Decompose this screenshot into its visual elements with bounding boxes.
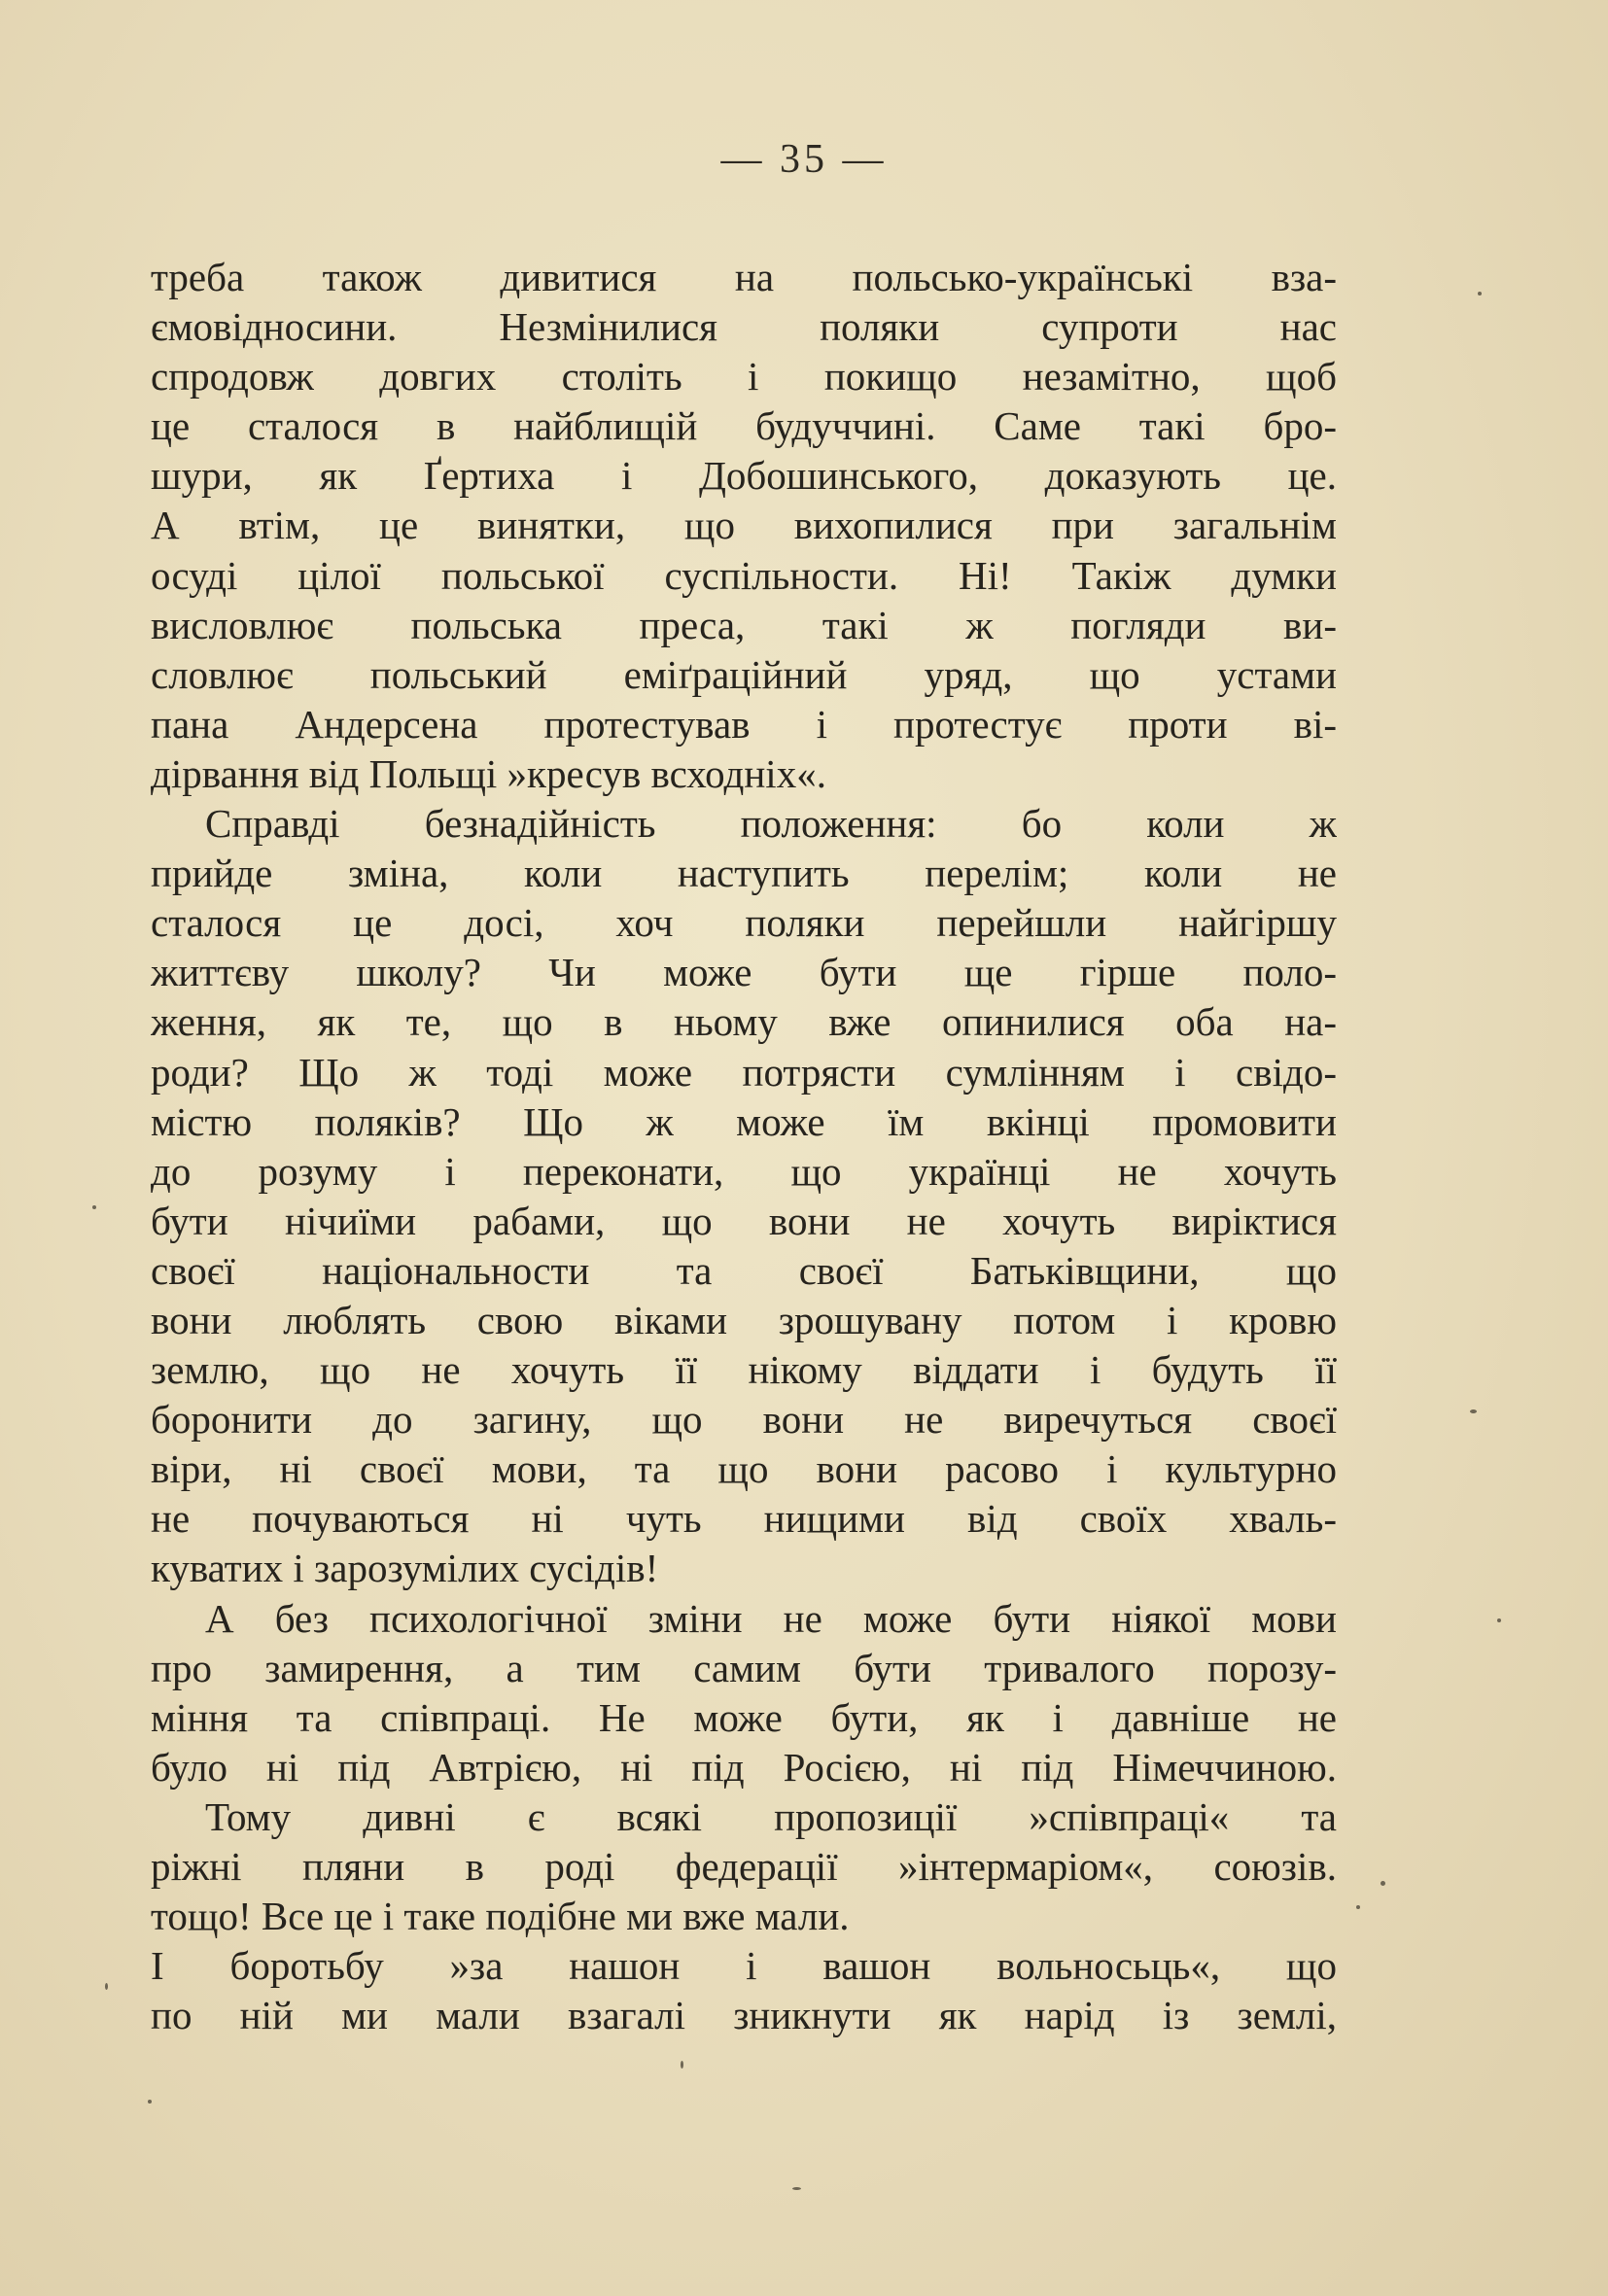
text-line: містю поляків? Що ж може їм вкінці промовити xyxy=(151,1098,1337,1144)
text-line: не почуваються ні чуть нищими від своїх хваль- xyxy=(151,1496,1337,1542)
paper-speck xyxy=(1381,1881,1385,1886)
paper-speck xyxy=(792,2187,801,2190)
text-line: до розуму і переконати, що українці не хочуть xyxy=(151,1148,1337,1194)
text-line: ємовідносини. Незмінилися поляки супроти нас xyxy=(151,304,1337,350)
paper-speck xyxy=(1356,1905,1360,1909)
text-line: життєву школу? Чи може бути ще гірше поло- xyxy=(151,950,1337,995)
text-line: шури, як Ґертиха і Добошинського, доказують це. xyxy=(151,453,1337,499)
paper-speck xyxy=(1470,1409,1477,1413)
paper-speck xyxy=(681,2061,683,2069)
page-number: — 35 — xyxy=(720,137,888,182)
text-line: пана Андерсена протестував і протестує проти ві- xyxy=(151,701,1337,747)
text-line: висловлює польська преса, такі ж погляди ви- xyxy=(151,602,1337,647)
text-line: І боротьбу »за нашон і вашон вольносьць«, що xyxy=(151,1943,1337,1989)
text-line: ріжні пляни в роді федерації »інтермаріом«, союзів. xyxy=(151,1844,1337,1889)
text-line: тощо! Все це і таке подібне ми вже мали. xyxy=(151,1894,850,1939)
text-line: бути нічиїми рабами, що вони не хочуть виріктися xyxy=(151,1198,1337,1243)
text-line: про замирення, а тим самим бути тривалого порозу- xyxy=(151,1645,1337,1690)
text-line: сталося це досі, хоч поляки перейшли найгіршу xyxy=(151,900,1337,946)
text-line: словлює польський еміґраційний уряд, що устами xyxy=(151,651,1337,697)
paper-speck xyxy=(1478,292,1482,296)
text-line: це сталося в найблищій будуччині. Саме такі бро- xyxy=(151,403,1337,449)
text-line: ження, як те, що в ньому вже опинилися оба на- xyxy=(151,999,1337,1045)
text-line: по ній ми мали взагалі зникнути як нарід із землі, xyxy=(151,1993,1337,2038)
paper-speck xyxy=(92,1205,96,1209)
paper-speck xyxy=(1497,1618,1501,1622)
text-line: треба також дивитися на польсько-українські вза- xyxy=(151,255,1337,299)
text-line: прийде зміна, коли наступить перелім; коли не xyxy=(151,851,1337,896)
paper-speck xyxy=(105,1983,108,1990)
text-line: осуді цілої польської суспільности. Ні! Такіж думки xyxy=(151,552,1337,598)
text-line: дірвання від Польщі »кресув всходніх«. xyxy=(151,750,826,796)
text-line: міння та співпраці. Не може бути, як і давніше не xyxy=(151,1694,1337,1740)
text-line: роди? Що ж тоді може потрясти сумлінням і свідо- xyxy=(151,1049,1337,1095)
text-line: вони люблять свою віками зрошувану потом і кровю xyxy=(151,1297,1337,1342)
paragraph-first-line: Тому дивні є всякі пропозиції »співпраці« та xyxy=(205,1793,1337,1839)
paragraph-first-line: Справді безнадійність положення: бо коли ж xyxy=(205,801,1337,847)
paragraph-first-line: А без психологічної зміни не може бути ніякої мови xyxy=(205,1595,1337,1641)
text-line: віри, ні своєї мови, та що вони расово і культурно xyxy=(151,1446,1337,1492)
text-line: землю, що не хочуть її нікому віддати і будуть її xyxy=(151,1347,1337,1393)
text-line: куватих і зарозумілих сусідів! xyxy=(151,1546,659,1591)
paper-speck xyxy=(148,2100,152,2104)
body-text xyxy=(151,253,1337,2040)
text-line: А втім, це винятки, що вихопилися при загальнім xyxy=(151,503,1337,548)
text-line: спродовж довгих століть і покищо незамітно, щоб xyxy=(151,354,1337,400)
text-line: своєї національности та своєї Батьківщини, що xyxy=(151,1247,1337,1293)
text-line: боронити до загину, що вони не виречуться своєї xyxy=(151,1397,1337,1443)
text-line: було ні під Автрією, ні під Росією, ні під Німеччиною. xyxy=(151,1744,1337,1790)
